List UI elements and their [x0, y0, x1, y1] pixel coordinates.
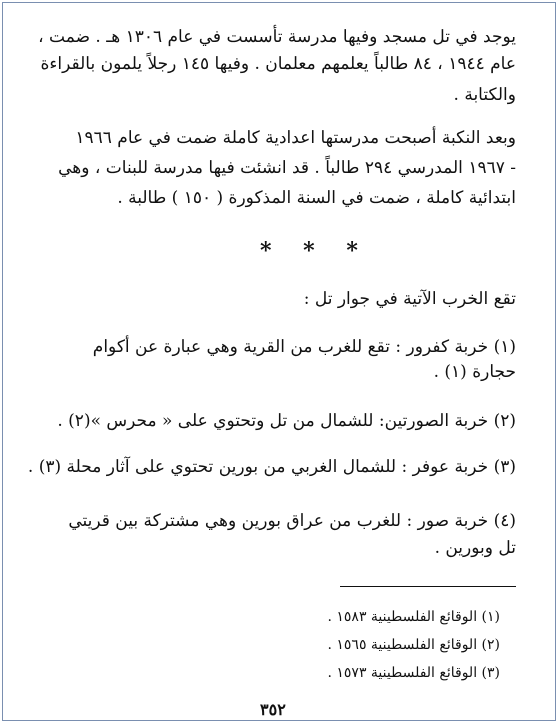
footnote-divider: [340, 586, 516, 587]
item1-line2: حجارة (١) .: [433, 362, 516, 382]
paragraph2-line3: ابتدائية كاملة ، ضمت في السنة المذكورة ( ١٥٠ ) طالبة .: [117, 188, 516, 208]
paragraph1-line2: عام ١٩٤٤ ، ٨٤ طالباً يعلمهم معلمان . وفيها ١٤٥ رجلاً يلمون بالقراءة: [40, 54, 516, 74]
section-separator: * * *: [260, 238, 370, 264]
footnote-2: (٢) الوقائع الفلسطينية ١٥٦٥ .: [327, 637, 500, 653]
item3: (٣) خربة عوفر : للشمال الغربي من بورين تحتوي على آثار محلة (٣) .: [27, 457, 516, 477]
item4-line2: تل وبورين .: [434, 538, 516, 558]
item1-line1: (١) خربة كفرور : تقع للغرب من القرية وهي عبارة عن أكوام: [92, 337, 516, 357]
footnote-3: (٣) الوقائع الفلسطينية ١٥٧٣ .: [327, 665, 500, 681]
page-number: ٣٥٢: [260, 700, 286, 719]
paragraph1-line3: والكتابة .: [453, 85, 516, 105]
item4-line1: (٤) خربة صور : للغرب من عراق بورين وهي مشتركة بين قريتي: [68, 511, 516, 531]
paragraph2-line2: - ١٩٦٧ المدرسي ٢٩٤ طالباً . قد انشئت فيها مدرسة للبنات ، وهي: [58, 158, 516, 178]
item2: (٢) خربة الصورتين: للشمال من تل وتحتوي على « محرس »(٢) .: [57, 411, 516, 431]
paragraph1-line1: يوجد في تل مسجد وفيها مدرسة تأسست في عام ١٣٠٦ هـ . ضمت ،: [38, 27, 516, 47]
footnote-1: (١) الوقائع الفلسطينية ١٥٨٣ .: [327, 609, 500, 625]
paragraph2-line1: وبعد النكبة أصبحت مدرستها اعدادية كاملة ضمت في عام ١٩٦٦: [75, 128, 516, 148]
intro-line: تقع الخرب الآتية في جوار تل :: [303, 289, 516, 309]
